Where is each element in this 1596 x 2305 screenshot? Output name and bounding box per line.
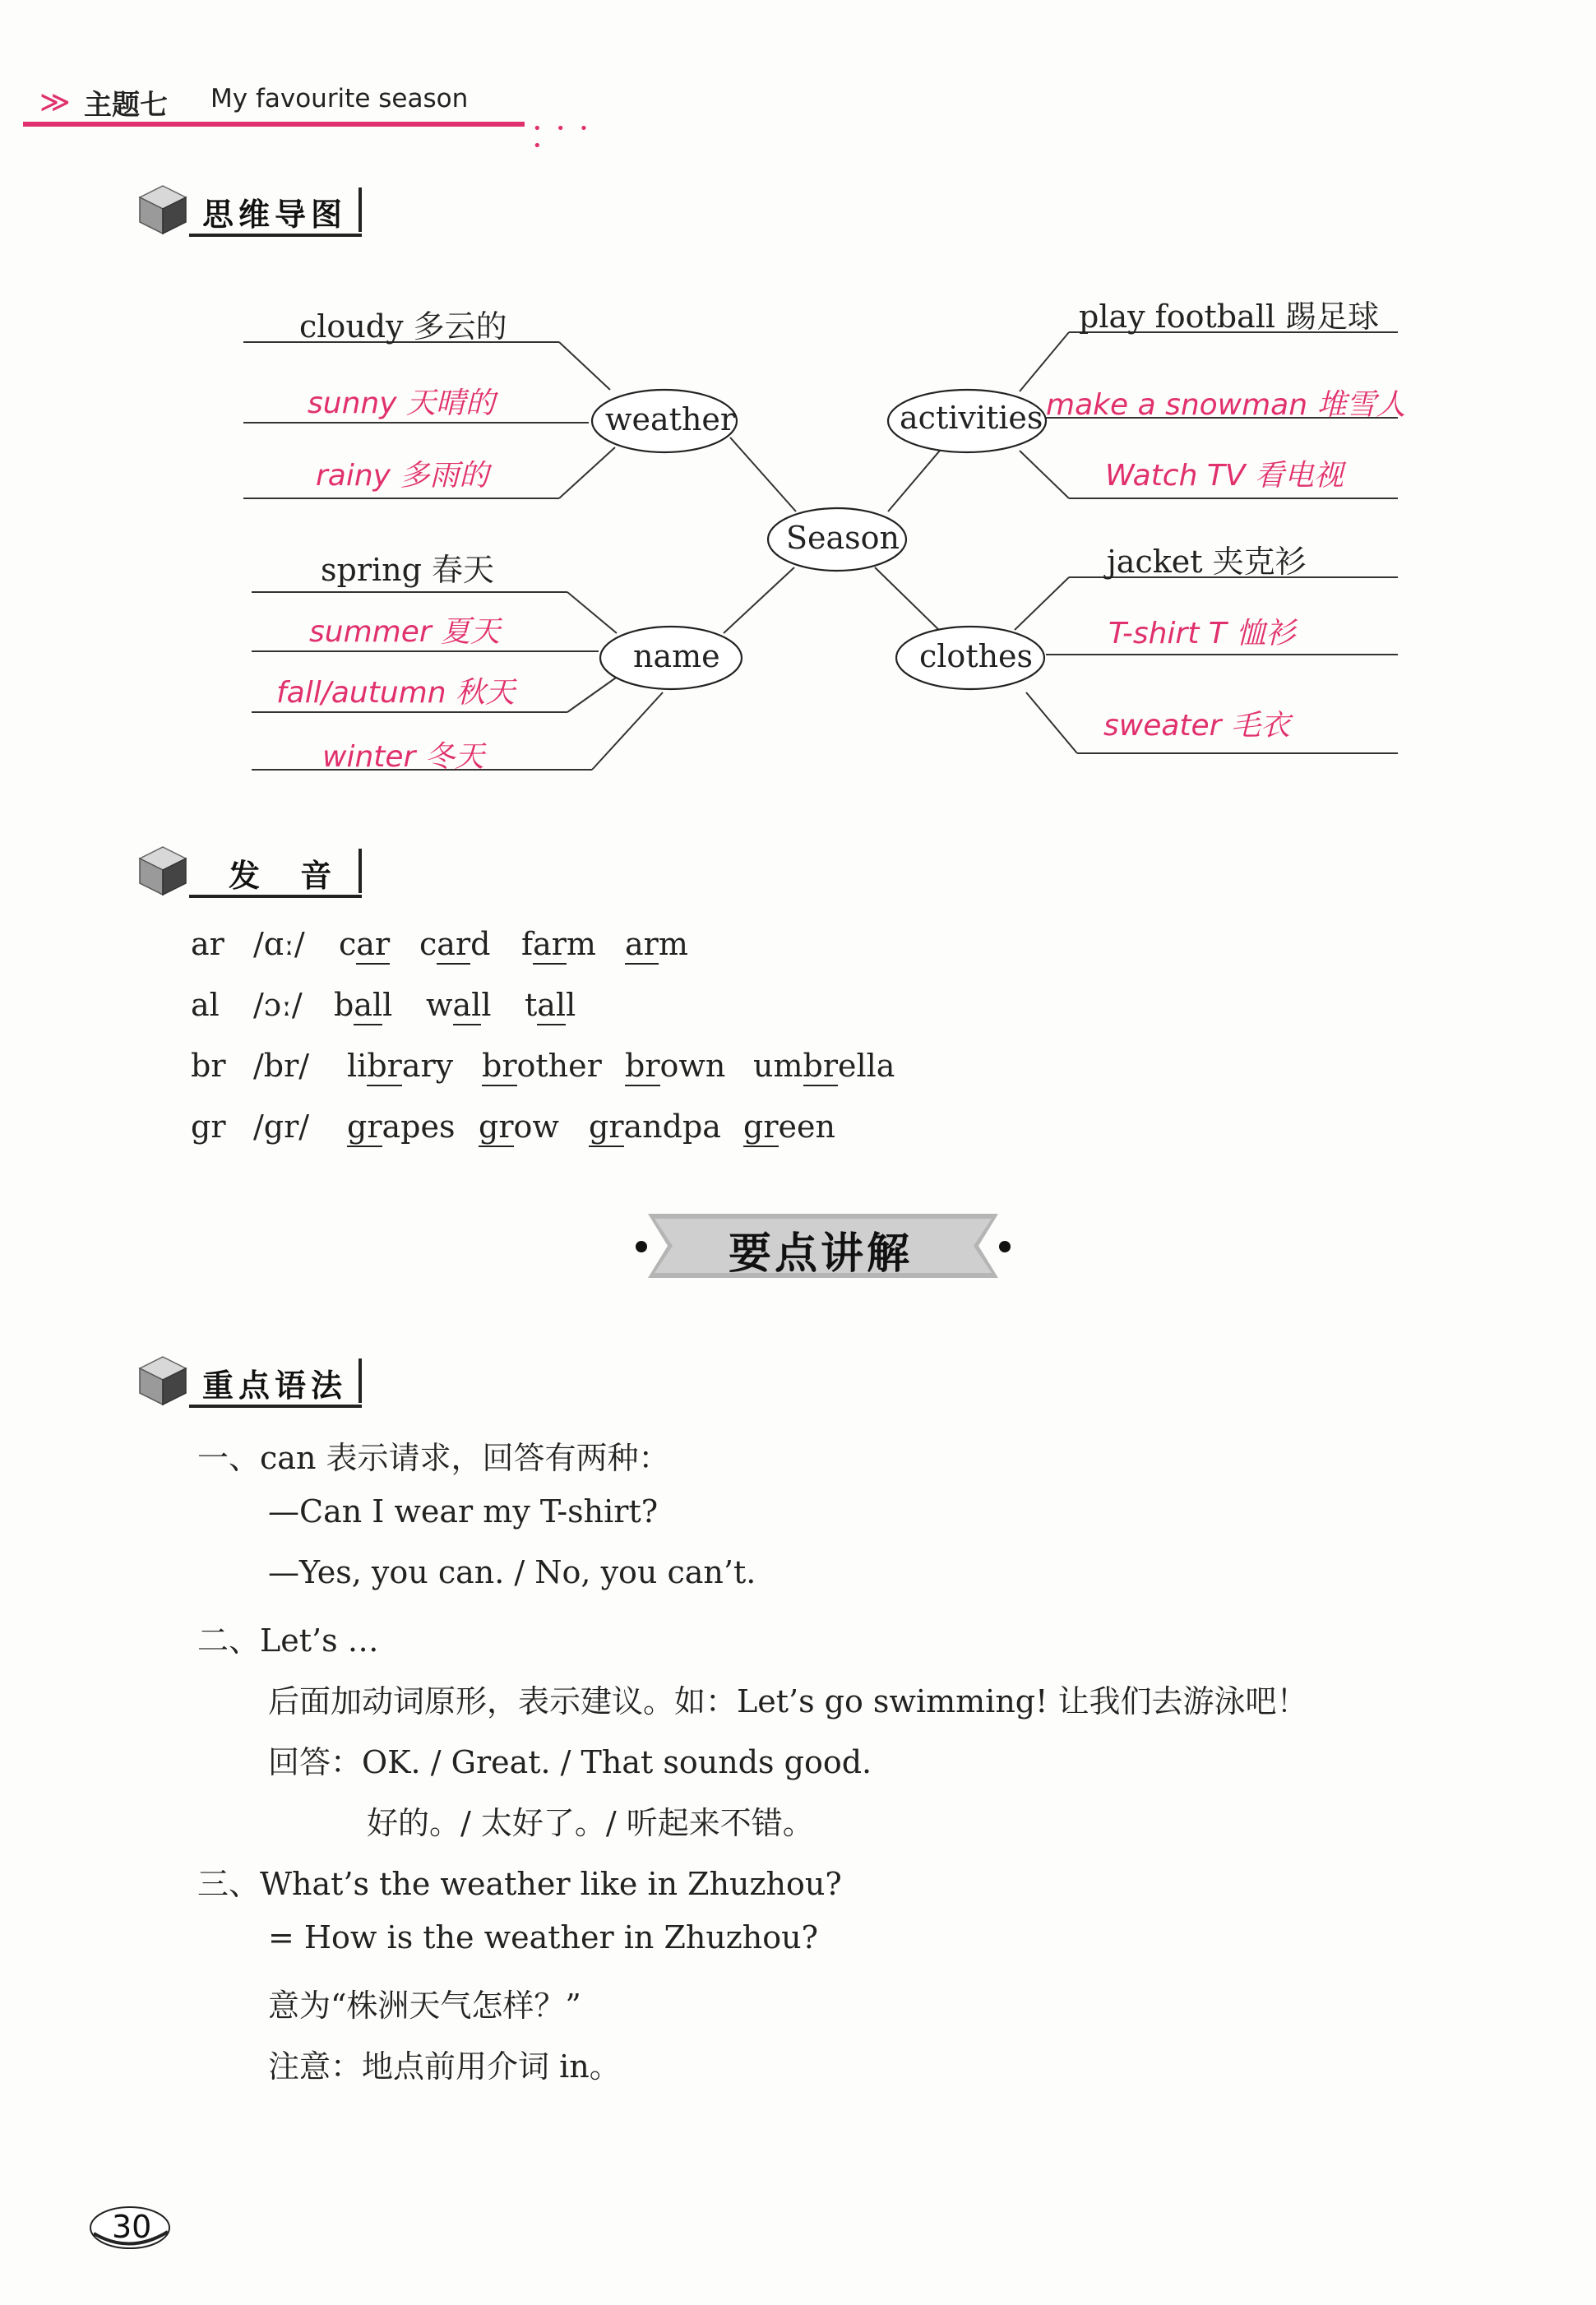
pron-word: tall <box>525 987 576 1023</box>
section-pronunciation-label <box>136 844 375 901</box>
cube-icon <box>136 844 189 896</box>
section-title: 发 音 <box>229 858 347 894</box>
grammar-line-7: 好的。/ 太好了。/ 听起来不错。 <box>367 1805 814 1841</box>
clothes-node: clothes <box>919 638 1034 674</box>
activities-node: activities <box>900 400 1043 436</box>
section-underline <box>189 1405 362 1408</box>
section-grammar-label <box>136 1354 375 1411</box>
grammar-line-11: 注意：地点前用介词 in。 <box>268 2048 621 2085</box>
pron-letters: gr <box>191 1109 226 1145</box>
cube-icon <box>136 1354 189 1406</box>
topic-title: My favourite season <box>210 84 469 113</box>
pron-word: grapes <box>347 1109 455 1145</box>
pron-word: ball <box>334 987 392 1023</box>
pron-word: grow <box>479 1109 559 1145</box>
activities-item-snowman: make a snowman 堆雪人 <box>1046 388 1406 422</box>
clothes-item-tshirt: T-shirt T 恤衫 <box>1108 617 1296 650</box>
grammar-line-1: 一、can 表示请求，回答有两种： <box>197 1440 670 1476</box>
weather-item-rainy: rainy 多雨的 <box>316 459 489 493</box>
key-points-banner <box>630 1206 1016 1286</box>
season-node: Season <box>786 520 900 556</box>
pron-word: brown <box>625 1048 725 1084</box>
pron-word: umbrella <box>753 1048 895 1084</box>
pron-ipa: /ɔː/ <box>253 987 303 1023</box>
grammar-line-8: 三、What’s the weather like in Zhuzhou? <box>197 1866 842 1902</box>
section-bar <box>359 849 362 893</box>
pron-word: farm <box>521 926 596 962</box>
page-number <box>89 2204 171 2252</box>
pron-word: brother <box>482 1048 602 1084</box>
pron-row-gr <box>191 1109 835 1145</box>
name-item-fall: fall/autumn 秋天 <box>276 676 516 710</box>
grammar-line-6: 回答：OK. / Great. / That sounds good. <box>268 1744 872 1780</box>
grammar-line-4: 二、Let’s … <box>197 1622 379 1659</box>
topic-label: 主题七 <box>84 89 168 122</box>
name-item-spring: spring 春天 <box>321 552 495 588</box>
grammar-line-3: —Yes, you can. / No, you can’t. <box>268 1554 756 1590</box>
name-node: name <box>633 638 720 674</box>
name-item-winter: winter 冬天 <box>322 740 484 774</box>
grammar-line-10: 意为“株洲天气怎样？” <box>268 1988 581 2024</box>
pron-word: grandpa <box>589 1109 721 1145</box>
name-item-summer: summer 夏天 <box>309 615 501 649</box>
weather-item-cloudy: cloudy 多云的 <box>299 308 507 345</box>
grammar-line-2: —Can I wear my T-shirt? <box>268 1493 659 1530</box>
chevron-icon: ≫ <box>39 86 71 119</box>
section-bar <box>359 1358 362 1403</box>
grammar-line-9: = How is the weather in Zhuzhou? <box>268 1919 819 1956</box>
pron-ipa: /br/ <box>253 1048 310 1084</box>
banner-title: 要点讲解 <box>729 1229 914 1279</box>
clothes-item-sweater: sweater 毛衣 <box>1103 709 1290 743</box>
pron-row-br <box>191 1048 895 1084</box>
weather-node: weather <box>605 401 736 437</box>
pron-letters: ar <box>191 926 224 962</box>
pron-word: wall <box>426 987 492 1023</box>
pron-word: green <box>743 1109 835 1145</box>
section-title: 思维导图 <box>202 197 348 233</box>
section-title: 重点语法 <box>202 1368 348 1404</box>
pron-letters: br <box>191 1048 226 1084</box>
page-number-text: 30 <box>112 2209 152 2245</box>
pron-row-ar <box>191 926 688 962</box>
pron-word: arm <box>625 926 688 962</box>
pron-letters: al <box>191 987 220 1023</box>
grammar-line-5: 后面加动词原形，表示建议。如：Let’s go swimming! 让我们去游泳吧！ <box>268 1683 1308 1719</box>
pron-word: card <box>419 926 490 962</box>
activities-item-football: play football 踢足球 <box>1079 299 1380 335</box>
header-dots: • • • • <box>533 120 594 155</box>
section-underline <box>189 895 362 898</box>
pron-row-al <box>191 987 576 1023</box>
pron-ipa: /gr/ <box>253 1109 310 1145</box>
clothes-item-jacket: jacket 夹克衫 <box>1107 544 1307 580</box>
weather-item-sunny: sunny 天晴的 <box>308 386 495 420</box>
pron-word: library <box>347 1048 453 1084</box>
pron-ipa: /ɑː/ <box>253 926 305 962</box>
activities-item-tv: Watch TV 看电视 <box>1105 459 1344 493</box>
pron-word: car <box>339 926 390 962</box>
